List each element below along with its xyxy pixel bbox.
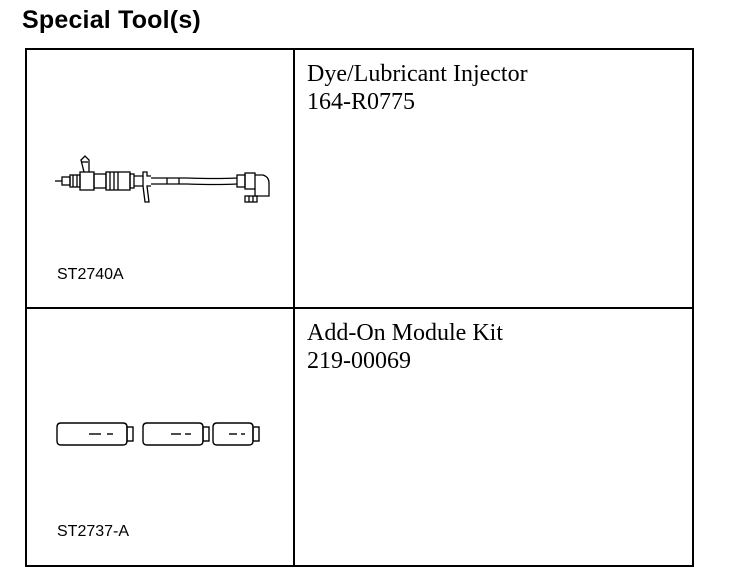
tool-illustration-code: ST2740A — [57, 266, 124, 283]
tool-name: Dye/Lubricant Injector — [307, 61, 528, 87]
tool-description-cell — [294, 49, 693, 308]
tool-illustration-cell — [26, 308, 294, 566]
tool-part-number: 219-00069 — [307, 348, 411, 374]
tool-part-number: 164-R0775 — [307, 89, 415, 115]
table-row — [26, 49, 693, 308]
tool-illustration-code: ST2737-A — [57, 523, 130, 540]
page-title: Special Tool(s) — [22, 6, 201, 34]
tool-name: Add-On Module Kit — [307, 320, 503, 346]
tool-description-cell — [294, 308, 693, 566]
special-tools-table — [25, 48, 694, 567]
table-row — [26, 308, 693, 566]
tool-illustration-cell — [26, 49, 294, 308]
